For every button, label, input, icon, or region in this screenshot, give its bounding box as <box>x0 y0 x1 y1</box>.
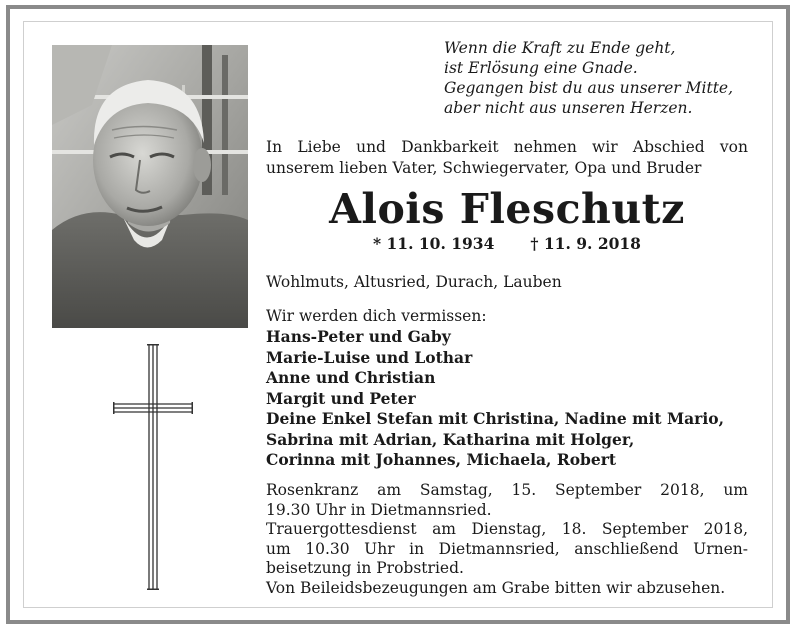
birth-date: * 11. 10. 1934 <box>373 234 495 253</box>
service-line: um 10.30 Uhr in Dietmannsried, anschließend Urnen- <box>266 539 748 558</box>
service-line: Von Beileidsbezeugungen am Grabe bitten wir abzusehen. <box>266 578 726 597</box>
latin-cross-icon <box>113 344 193 590</box>
mourner-line: Sabrina mit Adrian, Katharina mit Holger, <box>266 429 635 449</box>
deceased-name: Alois Fleschutz <box>329 185 685 233</box>
poem-line: Wenn die Kraft zu Ende geht, <box>444 39 676 57</box>
portrait-photo <box>52 45 248 328</box>
service-line: Trauergottesdienst am Dienstag, 18. September 2018, <box>266 520 748 538</box>
service-info <box>266 481 748 598</box>
intro-text <box>266 137 748 179</box>
service-line: beisetzung in Probstried. <box>266 559 464 577</box>
poem <box>444 38 774 118</box>
poem-line: ist Erlösung eine Gnade. <box>444 59 638 77</box>
intro-line: unserem lieben Vater, Schwiegervater, Opa und Bruder <box>266 159 702 177</box>
intro-line: In Liebe und Dankbarkeit nehmen wir Abschied von <box>266 138 748 156</box>
mourner-line: Marie-Luise und Lothar <box>266 347 473 367</box>
mourners-list <box>266 327 748 471</box>
life-dates <box>266 234 748 254</box>
death-date: † 11. 9. 2018 <box>530 234 641 253</box>
mourner-line: Anne und Christian <box>266 368 436 387</box>
missing-intro: Wir werden dich vermissen: <box>266 307 487 325</box>
places: Wohlmuts, Altusried, Durach, Lauben <box>266 273 562 291</box>
poem-line: aber nicht aus unseren Herzen. <box>444 99 693 117</box>
mourner-line: Deine Enkel Stefan mit Christina, Nadine mit Mario, <box>266 409 724 428</box>
poem-line: Gegangen bist du aus unserer Mitte, <box>444 79 734 97</box>
mourner-line: Corinna mit Johannes, Michaela, Robert <box>266 450 617 469</box>
mourner-line: Hans-Peter und Gaby <box>266 327 451 346</box>
mourner-line: Margit und Peter <box>266 388 416 408</box>
service-line: Rosenkranz am Samstag, 15. September 2018, um <box>266 481 748 499</box>
service-line: 19.30 Uhr in Dietmannsried. <box>266 500 492 519</box>
